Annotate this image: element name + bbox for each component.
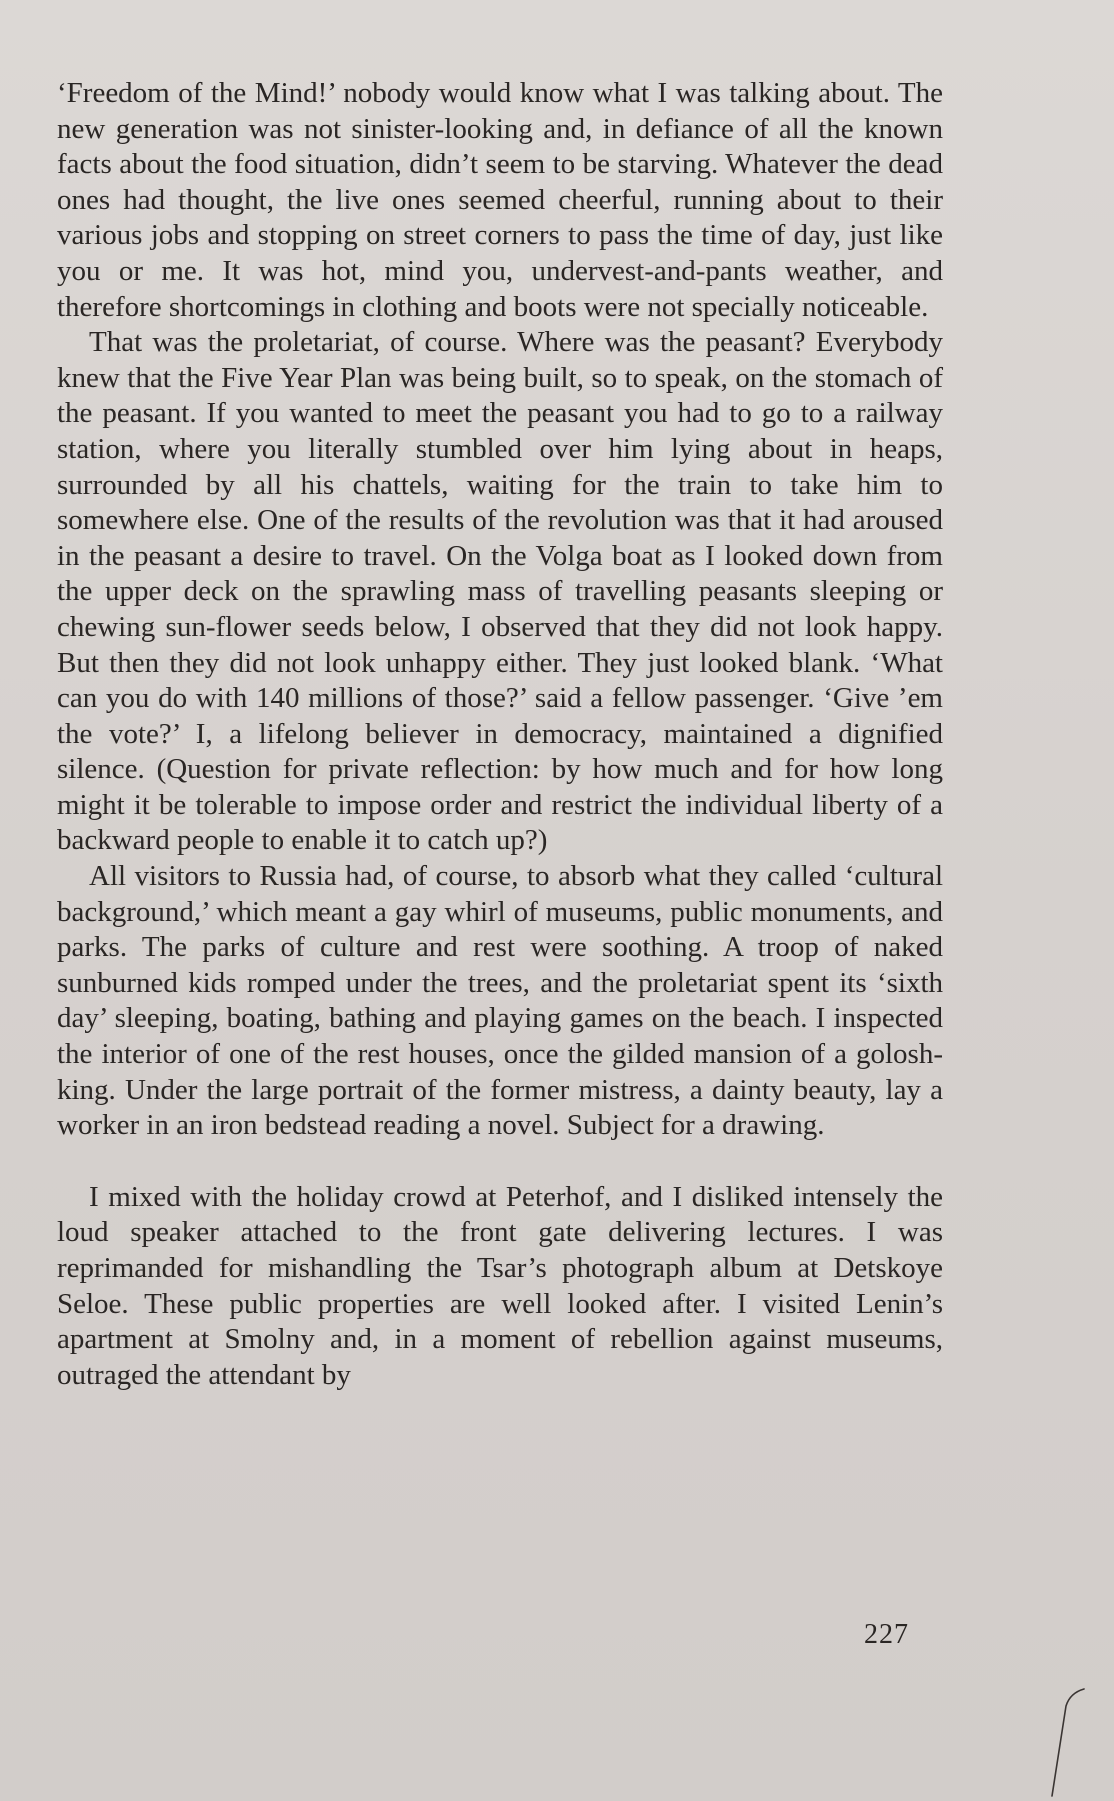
paragraph-1: ‘Freedom of the Mind!’ nobody would know what I was talking about. The new generation was not sinister-looking and, in defiance of all the known facts about the food situation, didn’t seem to be starving. Whatever the dead ones had thought, the live ones seemed cheerful, running about to their various jobs and stopping on street corners to pass the time of day, just like you or me. It was hot, mind you, undervest-and-pants weather, and therefore shortcomings in clothing and boots were not specially noticeable. <box>57 77 943 323</box>
body-text <box>57 76 943 1393</box>
paragraph-3: All visitors to Russia had, of course, to absorb what they called ‘cultural background,’ which meant a gay whirl of museums, public monuments, and parks. The parks of culture and rest were soothing. A troop of naked sunburned kids romped under the trees, and the proletariat spent its ‘sixth day’ sleeping, boating, bathing and playing games on the beach. I inspected the interior of one of the rest houses, once the gilded mansion of a golosh-king. Under the large portrait of the former mistress, a dainty beauty, lay a worker in an iron bedstead reading a novel. Subject for a drawing. <box>57 860 943 1142</box>
paragraph-2: That was the proletariat, of course. Where was the peasant? Everybody knew that the Five Year Plan was being built, so to speak, on the stomach of the peasant. If you wanted to meet the peasant you had to go to a railway station, where you literally stumbled over him lying about in heaps, surrounded by all his chattels, waiting for the train to take him to somewhere else. One of the results of the revolution was that it had aroused in the peasant a desire to travel. On the Volga boat as I looked down from the upper deck on the sprawling mass of travelling peasants sleeping or chewing sun-flower seeds below, I observed that they did not look happy. But then they did not look unhappy either. They just looked blank. ‘What can you do with 140 millions of those?’ said a fellow passenger. ‘Give ’em the vote?’ I, a lifelong believer in democracy, maintained a dignified silence. (Question for private reflection: by how much and for how long might it be tolerable to impose order and restrict the individual liberty of a backward people to enable it to catch up?) <box>57 326 943 857</box>
page-number: 227 <box>864 1619 909 1650</box>
paragraph-4: I mixed with the holiday crowd at Peterhof, and I disliked intensely the loud speaker attached to the front gate delivering lectures. I was reprimanded for mishandling the Tsar’s photograph album at Detskoye Seloe. These public properties are well looked after. I visited Lenin’s apartment at Smolny and, in a moment of rebellion against museums, outraged the attendant by <box>57 1180 943 1391</box>
pencil-mark <box>1004 1671 1114 1801</box>
